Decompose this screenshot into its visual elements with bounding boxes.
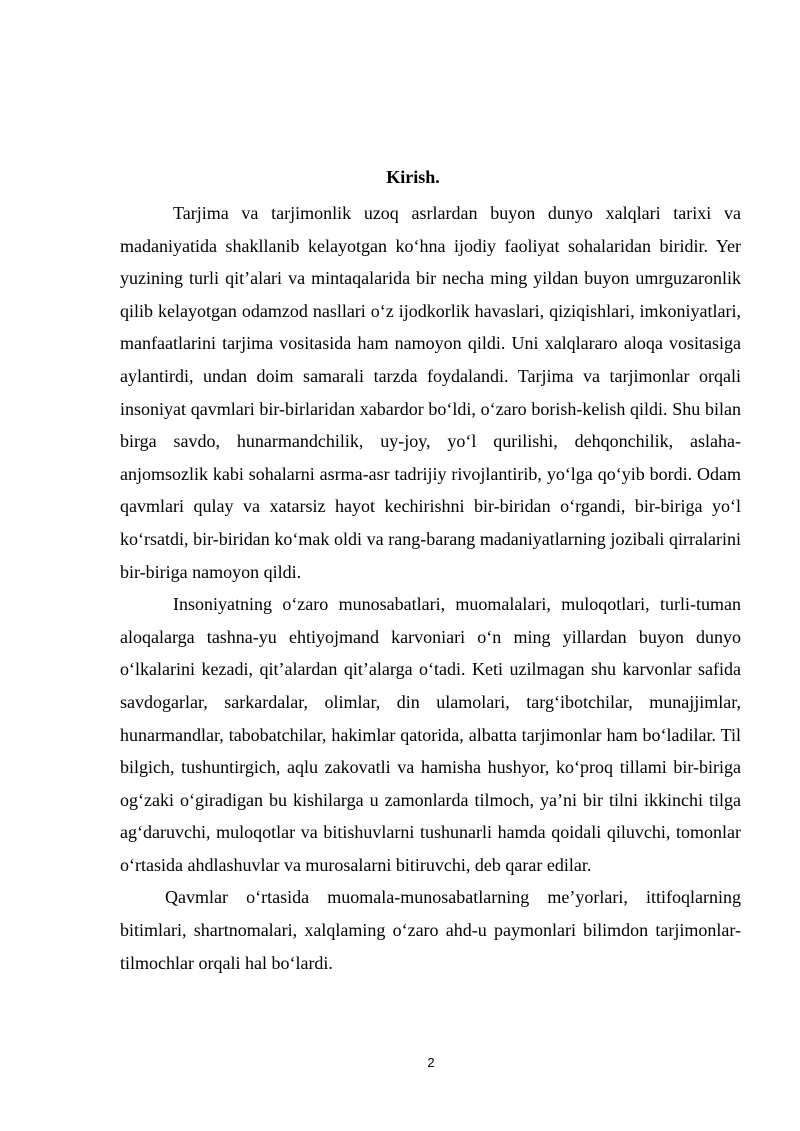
section-title: Kirish.	[386, 167, 440, 187]
document-body	[120, 197, 741, 979]
paragraph: Insoniyatning o‘zaro munosabatlari, muomalalari, muloqotlari, turli-tuman aloqalarga tashna-yu ehtiyojmand karvoniari o‘n ming yillardan buyon dunyo o‘lkalarini kezadi, qit’alardan qit’alarga o‘tadi. Keti uzilmagan shu karvonlar safida savdogarlar, sarkardalar, olimlar, din ulamolari, targ‘ibotchilar, munajjimlar, hunarmandlar, tabobatchilar, hakimlar qatorida, albatta tarjimonlar ham bo‘ladilar. Til bilgich, tushuntirgich, aqlu zakovatli va hamisha hushyor, ko‘proq tillami bir-biriga og‘zaki o‘giradigan bu kishilarga u zamonlarda tilmoch, ya’ni bir tilni ikkinchi tilga ag‘daruvchi, muloqotlar va bitishuvlarni tushunarli hamda qoidali qiluvchi, tomonlar o‘rtasida ahdlashuvlar va murosalarni bitiruvchi, deb qarar edilar.	[120, 594, 741, 875]
paragraph: Qavmlar o‘rtasida muomala-munosabatlarning me’yorlari, ittifoqlarning bitimlari, shartnomalari, xalqlaming o‘zaro ahd-u paymonlari bilimdon tarjimonlar-tilmochlar orqali hal bo‘lardi.	[120, 887, 741, 973]
paragraph: Tarjima va tarjimonlik uzoq asrlardan buyon dunyo xalqlari tarixi va madaniyatida shakllanib kelayotgan ko‘hna ijodiy faoliyat sohalaridan biridir. Yer yuzining turli qit’alari va mintaqalarida bir necha ming yildan buyon umrguzaronlik qilib kelayotgan odamzod nasllari o‘z ijodkorlik havaslari, qiziqishlari, imkoniyatlari, manfaatlarini tarjima vositasida ham namoyon qildi. Uni xalqlararo aloqa vositasiga aylantirdi, undan doim samarali tarzda foydalandi. Tarjima va tarjimonlar orqali insoniyat qavmlari bir-birlaridan xabardor bo‘ldi, o‘zaro borish-kelish qildi. Shu bilan birga savdo, hunarmandchilik, uy-joy, yo‘l qurilishi, dehqonchilik, aslaha-anjomsozlik kabi sohalarni asrma-asr tadrijiy rivojlantirib, yo‘lga qo‘yib bordi. Odam qavmlari qulay va xatarsiz hayot kechirishni bir-biridan o‘rgandi, bir-biriga yo‘l ko‘rsatdi, bir-biridan ko‘mak oldi va rang-barang madaniyatlarning jozibali qirralarini bir-biriga namoyon qildi.	[120, 203, 741, 582]
page-number: 2	[427, 1055, 435, 1070]
